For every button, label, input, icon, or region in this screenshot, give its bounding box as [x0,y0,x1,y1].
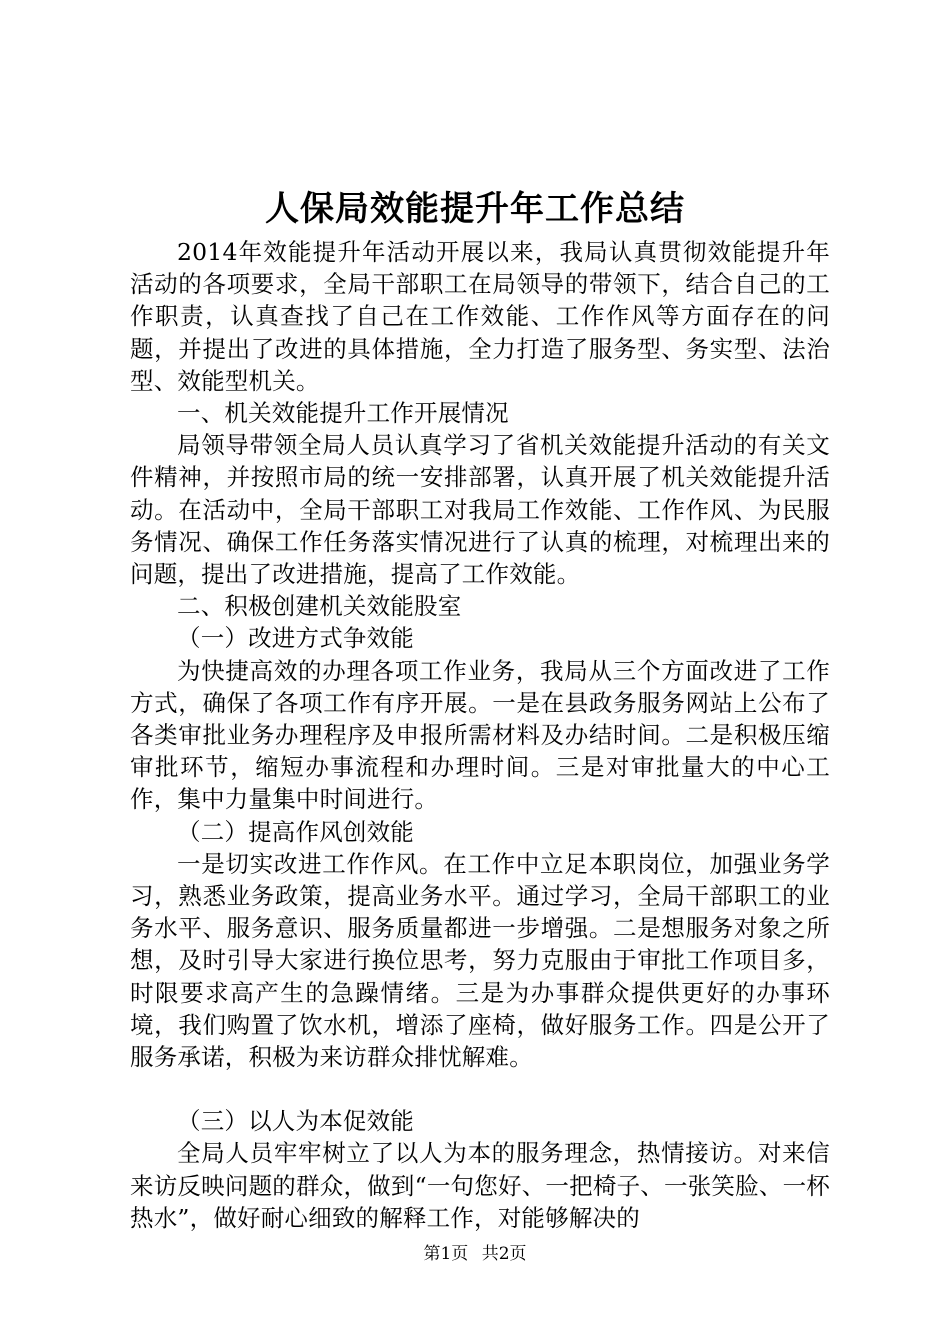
subsection-heading-2: （二）提高作风创效能 [177,817,414,846]
intro-paragraph: 2014年效能提升年活动开展以来，我局认真贯彻效能提升年活动的各项要求，全局干部职工在局领导的带领下，结合自己的工作职责，认真查找了自己在工作效能、工作作风等方面存在的问题，并提出了改进的具体措施，全力打造了服务型、务实型、法治型、效能型机关。 [130,238,830,395]
subsection-2-paragraph: 一是切实改进工作作风。在工作中立足本职岗位，加强业务学习，熟悉业务政策，提高业务水平。通过学习，全局干部职工的业务水平、服务意识、服务质量都进一步增强。二是想服务对象之所想，及时引导大家进行换位思考，努力克服由于审批工作项目多，时限要求高产生的急躁情绪。三是为办事群众提供更好的办事环境，我们购置了饮水机，增添了座椅，做好服务工作。四是公开了服务承诺，积极为来访群众排忧解难。 [130,849,830,1072]
section-heading-2: 二、积极创建机关效能股室 [177,592,462,621]
document-body [130,236,830,1234]
subsection-3-paragraph: 全局人员牢牢树立了以人为本的服务理念，热情接访。对来信来访反映问题的群众，做到“一句您好、一把椅子、一张笑脸、一杯热水”，做好耐心细致的解释工作，对能够解决的 [130,1139,830,1232]
subsection-heading-1: （一）改进方式争效能 [177,624,414,653]
page-total: 共2页 [481,1244,527,1264]
page-number: 第1页 [423,1244,469,1264]
section-1-paragraph: 局领导带领全局人员认真学习了省机关效能提升活动的有关文件精神，并按照市局的统一安排部署，认真开展了机关效能提升活动。在活动中，全局干部职工对我局工作效能、工作作风、为民服务情况、确保工作任务落实情况进行了认真的梳理，对梳理出来的问题，提出了改进措施，提高了工作效能。 [130,431,830,589]
subsection-1-paragraph: 为快捷高效的办理各项工作业务，我局从三个方面改进了工作方式，确保了各项工作有序开展。一是在县政务服务网站上公布了各类审批业务办理程序及申报所需材料及办结时间。二是积极压缩审批环节，缩短办事流程和办理时间。三是对审批量大的中心工作，集中力量集中时间进行。 [130,656,830,814]
page-footer [0,1242,950,1266]
document-title: 人保局效能提升年工作总结 [265,189,685,229]
subsection-heading-3: （三）以人为本促效能 [177,1107,414,1136]
section-heading-1: 一、机关效能提升工作开展情况 [177,399,509,428]
paragraph-gap [130,1073,830,1105]
